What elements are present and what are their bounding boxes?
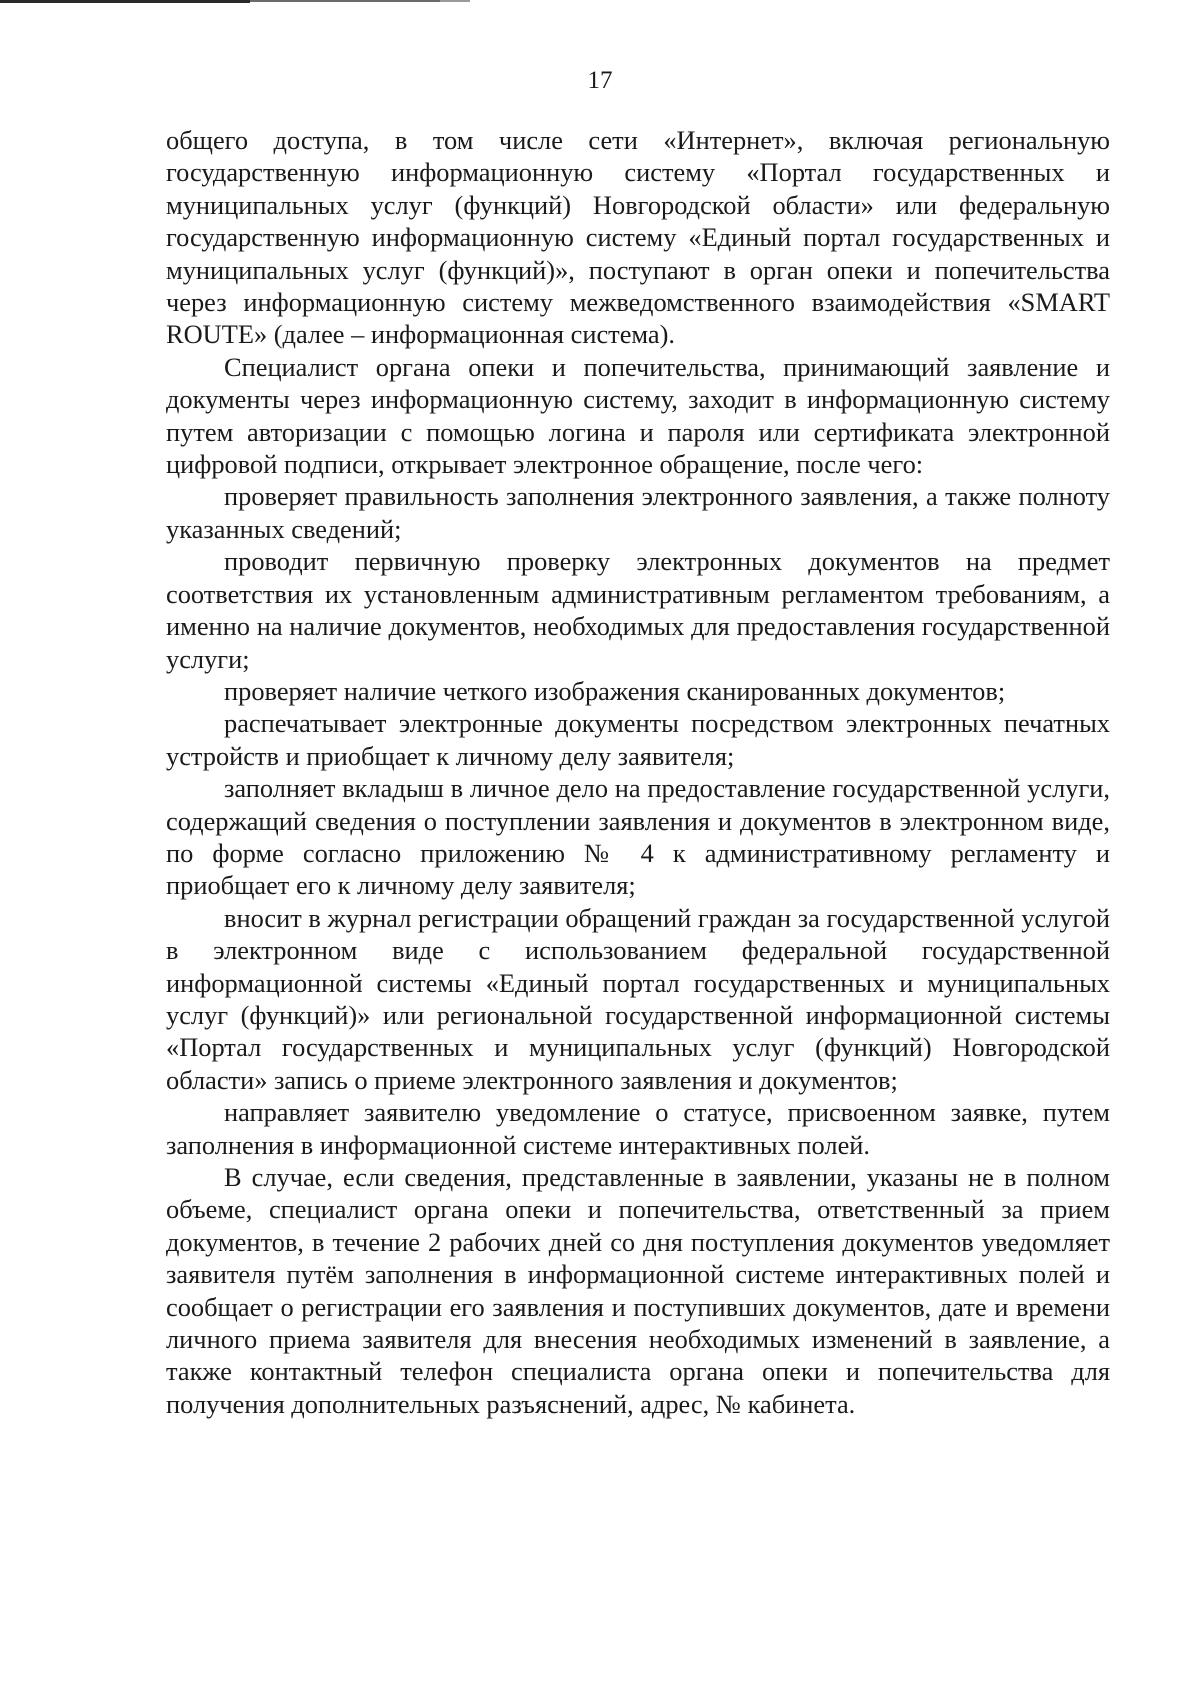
document-body [166, 124, 1110, 1420]
list-item-primary-check: проводит первичную проверку электронных документов на предмет соответствия их установленным административным регламентом требованиям, а именно на наличие документов, необходимых для предоставления государственной услуги; [166, 546, 1110, 674]
list-item-journal-entry: вносит в журнал регистрации обращений граждан за государственной услугой в электронном виде с использованием федеральной государственной информационной системы «Единый портал государственных и муниципальных услуг (функций)» или региональной государственной информационной системы «Портал государственных и муниципальных услуг (функций) Новгородской области» запись о приеме электронного заявления и документов; [166, 902, 1110, 1095]
scan-mark [250, 0, 450, 2]
scan-mark [440, 0, 470, 2]
paragraph-specialist-actions: Специалист органа опеки и попечительства, принимающий заявление и документы через информационную систему, заходит в информационную систему путем авторизации с помощью логина и пароля или сертификата электронной цифровой подписи, открывает электронное обращение, после чего: [166, 351, 1110, 480]
list-item-check-scans: проверяет наличие четкого изображения сканированных документов; [224, 675, 1006, 706]
paragraph-continuation: общего доступа, в том числе сети «Интернет», включая региональную государственную информационную систему «Портал государственных и муниципальных услуг (функций) Новгородской области» или федеральную государственную информационную систему «Единый портал государственных и муниципальных услуг (функций)», поступают в орган опеки и попечительства через информационную систему межведомственного взаимодействия «SMART ROUTE» (далее – информационная система). [166, 125, 1110, 350]
paragraph-incomplete-info: В случае, если сведения, представленные в заявлении, указаны не в полном объеме, специалист органа опеки и попечительства, ответственный за прием документов, в течение 2 рабочих дней со дня поступления документов уведомляет заявителя путём заполнения в информационной системе интерактивных полей и сообщает о регистрации его заявления и поступивших документов, дате и времени личного приема заявителя для внесения необходимых изменений в заявление, а также контактный телефон специалиста органа опеки и попечительства для получения дополнительных разъяснений, адрес, № кабинета. [166, 1162, 1110, 1419]
list-item-check-filling: проверяет правильность заполнения электронного заявления, а также полноту указанных сведений; [166, 481, 1110, 544]
list-item-fill-insert: заполняет вкладыш в личное дело на предоставление государственной услуги, содержащий сведения о поступлении заявления и документов в электронном виде, по форме согласно приложению № 4 к административному регламенту и приобщает его к личному делу заявителя; [166, 773, 1110, 901]
scan-mark [0, 0, 250, 3]
list-item-print-documents: распечатывает электронные документы посредством электронных печатных устройств и приобщает к личному делу заявителя; [166, 708, 1110, 771]
list-item-send-notification: направляет заявителю уведомление о статусе, присвоенном заявке, путем заполнения в информационной системе интерактивных полей. [166, 1097, 1110, 1160]
scan-edge-marks [0, 0, 1200, 6]
page-number: 17 [587, 67, 613, 94]
